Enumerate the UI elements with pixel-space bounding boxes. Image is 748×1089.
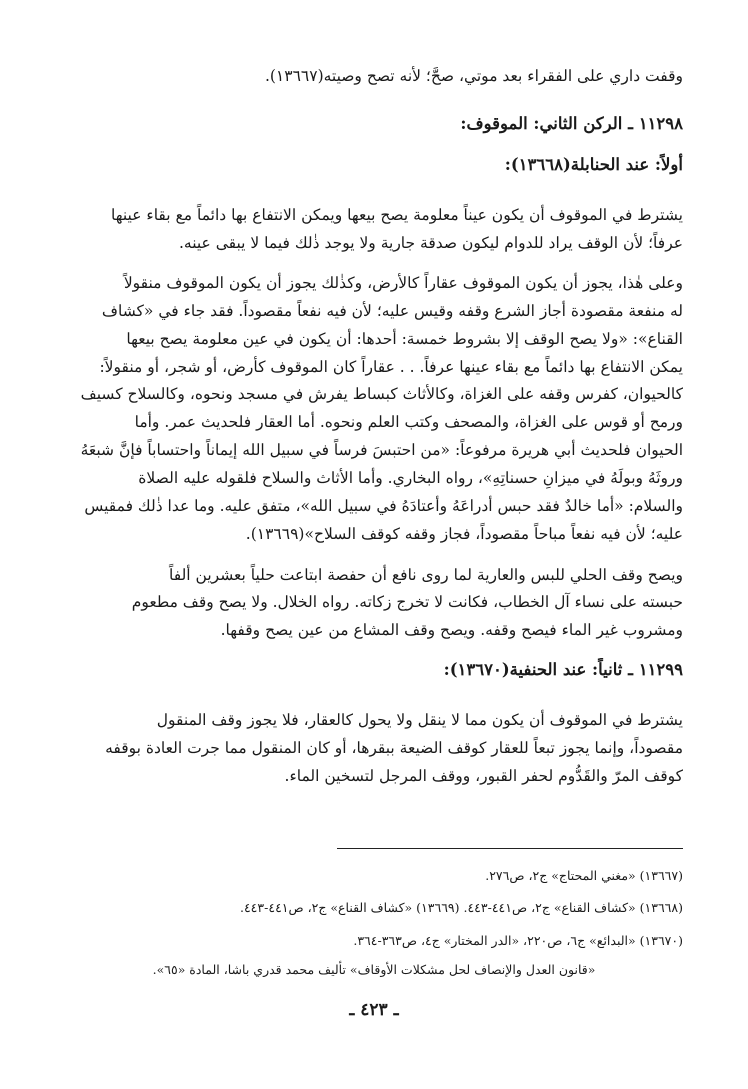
text-line: حبسته على نساء آل الخطاب، فكانت لا تخرج زكاته. رواه الخلال. ولا يصح وقف مطعوم	[131, 593, 683, 611]
text-line: ويصح وقف الحلي للبس والعارية لما روى نافع أن حفصة ابتاعت حلياً بعشرين ألفاً	[169, 566, 683, 584]
subheading-hanabila: أولاً: عند الحنابلة(١٣٦٦٨):	[504, 155, 683, 174]
section-heading-hanafiya: ١١٢٩٩ ـ ثانياً: عند الحنفية(١٣٦٧٠):	[443, 660, 683, 679]
text-line: كالحيوان، كفرس وقفه على الغزاة، وكالأثاث كبساط يفرش في مسجد ونحوه، وكالسلاح كسيف	[80, 385, 683, 403]
footnote: (١٣٦٦٧) «مغني المحتاج» ج٢، ص٢٧٦.	[485, 868, 683, 883]
page-number: ـ ٤٢٣ ـ	[349, 1000, 399, 1020]
text-line: وعلى هٰذا، يجوز أن يكون الموقوف عقاراً كالأرض، وكذٰلك يجوز أن يكون الموقوف منقولاً	[123, 274, 683, 292]
text-line: مقصوداً، وإنما يجوز تبعاً للعقار كوقف الضيعة ببقرها، أو كان المنقول مما جرت العادة بوقفه	[105, 739, 683, 757]
text-line: عليه؛ لأن فيه نفعاً مباحاً مقصوداً، فجاز وقفه كوقف السلاح»(١٣٦٦٩).	[245, 525, 683, 543]
text-line: عرفاً؛ لأن الوقف يراد للدوام ليكون صدقة جارية ولا يوجد ذٰلك فيما لا يبقى عينه.	[178, 234, 683, 252]
section-heading-mawquf: ١١٢٩٨ ـ الركن الثاني: الموقوف:	[460, 114, 683, 133]
text-line: كوقف المرّ والقَدُّوم لحفر القبور، ووقف المرجل لتسخين الماء.	[284, 767, 683, 785]
text-line: يشترط في الموقوف أن يكون مما لا ينقل ولا يحول كالعقار، فلا يجوز وقف المنقول	[156, 711, 683, 729]
text-line: يشترط في الموقوف أن يكون عيناً معلومة يصح بيعها ويمكن الانتفاع بها دائماً مع بقاء عينها	[111, 206, 683, 224]
text-line: وروثَهُ وبولَهُ في ميزانِ حسناتِهِ»، رواه البخاري. وأما الأثاث والسلاح فلقوله عليه الصلاة	[138, 469, 683, 487]
text-line: القناع»: «ولا يصح الوقف إلا بشروط خمسة: أحدها: أن يكون في عين معلومة يصح بيعها	[126, 330, 683, 348]
footnote: (١٣٦٦٨) «كشاف القناع» ج٢، ص٤٤١-٤٤٣. (١٣٦٦٩) «كشاف القناع» ج٢، ص٤٤١-٤٤٣.	[239, 900, 683, 915]
text-line: وقفت داري على الفقراء بعد موتي، صحَّ؛ لأنه تصح وصيته(١٣٦٦٧).	[264, 67, 683, 85]
text-line: ومشروب غير الماء فيصح وقفه. ويصح وقف المشاع من عين يصح وقفها.	[220, 621, 683, 639]
text-line: الحيوان فلحديث أبي هريرة مرفوعاً: «من احتبسَ فرساً في سبيل الله إيماناً واحتساباً فإنَّ شبعَهُ	[80, 441, 683, 459]
text-line: والسلام: «أما خالدٌ فقد حبس أدراعَهُ وأعتادَهُ في سبيل الله»، متفق عليه. وما عدا ذٰلك فمقيس	[84, 497, 683, 515]
text-line: له منفعة مقصودة أجاز الشرع وقفه وقيس عليه؛ لأن فيه نفعاً مقصوداً. فقد جاء في «كشاف	[101, 302, 683, 320]
text-line: يمكن الانتفاع بها دائماً مع بقاء عينها عرفاً. . . عقاراً كان الموقوف كأرض، أو شجر، أو منقولاً:	[99, 358, 683, 376]
footnote: (١٣٦٧٠) «البدائع» ج٦، ص٢٢٠، «الدر المختار» ج٤، ص٣٦٣-٣٦٤.	[353, 933, 683, 948]
footnote-separator	[337, 848, 683, 849]
text-line: ورمح أو قوس على الغزاة، والمصحف وكتب العلم ونحوه. أما العقار فلحديث عمر. وأما	[134, 413, 683, 431]
footnote: «قانون العدل والإنصاف لحل مشكلات الأوقاف» تأليف محمد قدري باشا، المادة «٦٥».	[152, 962, 596, 977]
